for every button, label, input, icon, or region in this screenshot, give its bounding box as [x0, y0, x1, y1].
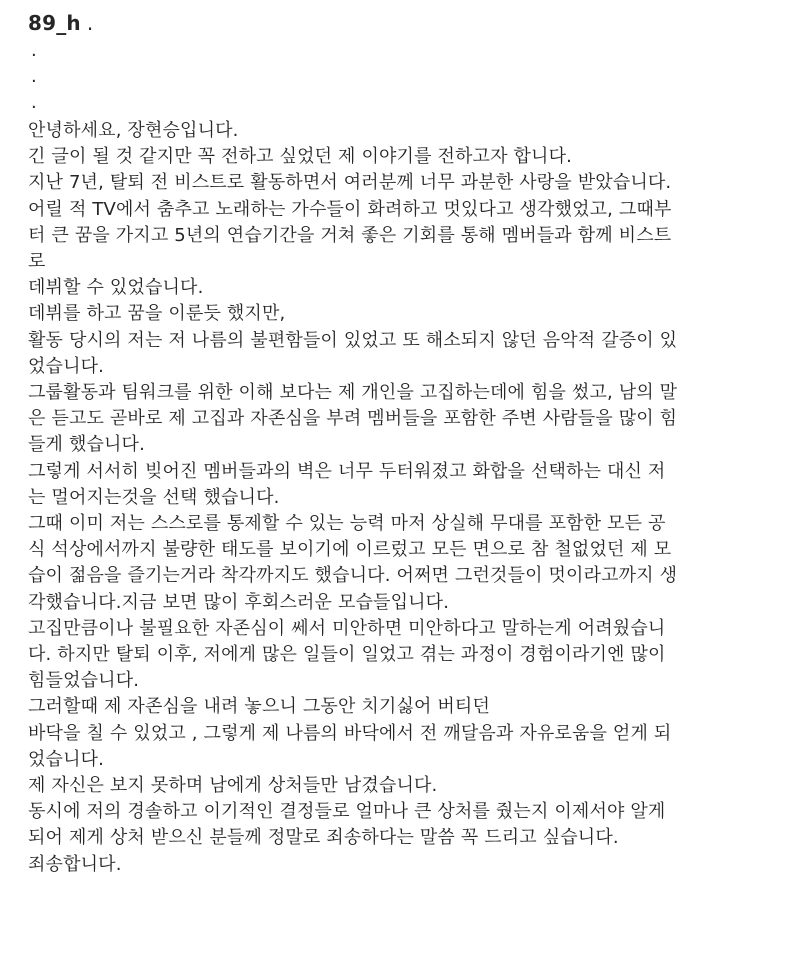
caption-line: 데뷔할 수 있었습니다.: [28, 277, 204, 299]
caption-line: 그러할때 제 자존심을 내려 놓으니 그동안 치기싫어 버티던: [28, 696, 491, 718]
caption-line: 활동 당시의 저는 저 나름의 불편함들이 있었고 또 해소되지 않던 음악적 갈증이 있: [28, 329, 678, 351]
caption-line: 터 큰 꿈을 가지고 5년의 연습기간을 거쳐 좋은 기회를 통해 멤버들과 함께 비스트: [28, 224, 672, 246]
caption-line: 긴 글이 될 것 같지만 꼭 전하고 싶었던 제 이야기를 전하고자 합니다.: [28, 146, 572, 168]
caption-line: 제 자신은 보지 못하며 남에게 상처들만 남겼습니다.: [28, 775, 438, 797]
dot-line: .: [31, 92, 37, 113]
dot-line: .: [31, 40, 37, 61]
username-link[interactable]: 89_h: [28, 11, 81, 35]
caption-line: 로: [28, 251, 46, 273]
dot-line: .: [31, 66, 37, 87]
dot-separator: [28, 38, 768, 116]
caption-body: [28, 118, 768, 878]
caption-line: 죄송합니다.: [28, 853, 122, 875]
caption-line: 지난 7년, 탈퇴 전 비스트로 활동하면서 여러분께 너무 과분한 사랑을 받았습니다.: [28, 172, 672, 194]
caption-line: 고집만큼이나 불필요한 자존심이 쎄서 미안하면 미안하다고 말하는게 어려웠습니: [28, 617, 666, 639]
caption-line: 었습니다.: [28, 355, 105, 377]
caption-line: 었습니다.: [28, 748, 105, 770]
caption-line: 그렇게 서서히 빚어진 멤버들과의 벽은 너무 두터워졌고 화합을 선택하는 대신 저: [28, 460, 666, 482]
caption-line: 각했습니다.지금 보면 많이 후회스러운 모습들입니다.: [28, 591, 450, 613]
caption-line: 식 석상에서까지 불량한 태도를 보이기에 이르렀고 모든 면으로 참 철없었던 제 모: [28, 539, 672, 561]
caption-line: 바닥을 칠 수 있었고 , 그렇게 제 나름의 바닥에서 전 깨달음과 자유로움을 얻게 되: [28, 722, 672, 744]
caption-line: 은 듣고도 곧바로 제 고집과 자존심을 부려 멤버들을 포함한 주변 사람들을 많이 힘: [28, 408, 678, 430]
caption-line: 데뷔를 하고 꿈을 이룬듯 했지만,: [28, 303, 286, 325]
caption-line: 동시에 저의 경솔하고 이기적인 결정들로 얼마나 큰 상처를 줬는지 이제서야 알게: [28, 801, 666, 823]
caption-line: 습이 젊음을 즐기는거라 착각까지도 했습니다. 어쩌면 그런것들이 멋이라고까지 생: [28, 565, 678, 587]
caption-line: 들게 했습니다.: [28, 434, 145, 456]
caption-line: 안녕하세요, 장현승입니다.: [28, 120, 239, 141]
caption-line: 다. 하지만 탈퇴 이후, 저에게 많은 일들이 일었고 겪는 과정이 경험이라기엔 많이: [28, 644, 666, 666]
caption-line: 그때 이미 저는 스스로를 통제할 수 있는 능력 마저 상실해 무대를 포함한 모든 공: [28, 513, 666, 535]
post-caption: [28, 8, 768, 878]
post-header: [28, 8, 768, 38]
caption-line: 되어 제게 상처 받으신 분들께 정말로 죄송하다는 말씀 꼭 드리고 싶습니다.: [28, 827, 619, 849]
caption-line: 그룹활동과 팀워크를 위한 이해 보다는 제 개인을 고집하는데에 힘을 썼고, 남의 말: [28, 382, 678, 404]
caption-line: 힘들었습니다.: [28, 670, 140, 692]
caption-line: 는 멀어지는것을 선택 했습니다.: [28, 486, 280, 508]
caption-line: 어릴 적 TV에서 춤추고 노래하는 가수들이 화려하고 멋있다고 생각했었고, 그때부: [28, 198, 672, 220]
username-suffix: .: [86, 11, 94, 35]
